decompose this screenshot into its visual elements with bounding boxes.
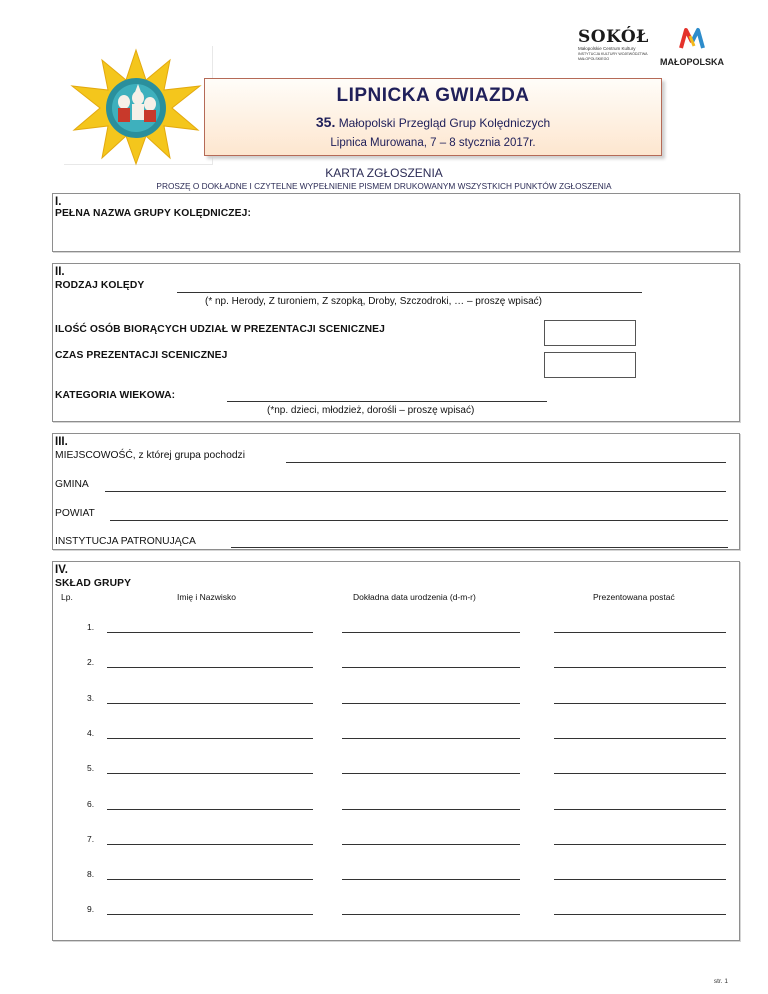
member-name-field[interactable] [107,773,313,774]
column-header-lp: Lp. [61,592,73,602]
page-number: str. 1 [713,978,728,985]
section-number: I. [55,196,62,208]
edition-number: 35. [315,114,336,130]
group-members-label: SKŁAD GRUPY [55,578,132,589]
member-name-field[interactable] [107,809,313,810]
member-birthdate-field[interactable] [342,738,520,739]
member-name-field[interactable] [107,738,313,739]
age-category-hint: (*np. dzieci, młodzież, dorośli – proszę wpisać) [267,405,475,416]
malopolska-logo [652,26,732,66]
presentation-time-field[interactable] [544,352,636,378]
member-role-field[interactable] [554,773,726,774]
form-heading: KARTA ZGŁOSZENIA [325,166,443,180]
section-origin [52,433,740,550]
group-name-label: PEŁNA NAZWA GRUPY KOLĘDNICZEJ: [55,208,251,219]
member-row-number: 5. [87,763,95,774]
carol-type-label: RODZAJ KOLĘDY [55,280,145,291]
member-name-field[interactable] [107,632,313,633]
age-category-label: KATEGORIA WIEKOWA: [55,390,176,401]
commune-label: GMINA [55,479,89,490]
member-birthdate-field[interactable] [342,773,520,774]
member-name-field[interactable] [107,703,313,704]
member-row-number: 9. [87,904,95,915]
member-row-number: 7. [87,833,95,844]
member-role-field[interactable] [554,879,726,880]
malopolska-wordmark: MAŁOPOLSKA [660,57,724,67]
carol-type-hint: (* np. Herody, Z turoniem, Z szopką, Droby, Szczodroki, … – proszę wpisać) [205,296,542,307]
sokol-logo [578,28,650,66]
member-birthdate-field[interactable] [342,879,520,880]
presentation-time-label: CZAS PREZENTACJI SCENICZNEJ [55,350,228,361]
member-role-field[interactable] [554,632,726,633]
member-role-field[interactable] [554,844,726,845]
section-number: II. [55,266,65,278]
sokol-caption-2: INSTYTUCJA KULTURY WOJEWÓDZTWA MAŁOPOLSKIEGO [578,52,648,61]
county-label: POWIAT [55,508,95,519]
member-row-number: 2. [87,657,95,668]
sokol-caption: Małopolskie Centrum Kultury [578,46,636,51]
participants-count-label: ILOŚĆ OSÓB BIORĄCYCH UDZIAŁ W PREZENTACJI SCENICZNEJ [55,324,385,335]
section-number: III. [55,436,68,448]
member-role-field[interactable] [554,914,726,915]
form-instruction: PROSZĘ O DOKŁADNE I CZYTELNE WYPEŁNIENIE PISMEM DRUKOWANYM WSZYSTKICH PUNKTÓW ZGŁOSZENIA [156,181,612,191]
town-field[interactable] [286,462,726,463]
member-row-number: 1. [87,622,95,632]
town-label: MIEJSCOWOŚĆ, z której grupa pochodzi [55,450,245,461]
member-name-field[interactable] [107,914,313,915]
member-role-field[interactable] [554,667,726,668]
member-row-number: 8. [87,869,95,880]
county-field[interactable] [110,520,728,521]
section-group-members [52,561,740,941]
commune-field[interactable] [105,491,726,492]
column-header-name: Imię i Nazwisko [177,592,237,602]
section-carol-details [52,263,740,422]
lipnicka-gwiazda-star-logo [66,46,206,166]
event-date-place: Lipnica Murowana, 7 – 8 stycznia 2017r. [330,137,536,149]
event-subtitle [205,114,661,130]
member-birthdate-field[interactable] [342,914,520,915]
member-name-field[interactable] [107,879,313,880]
carol-type-field[interactable] [177,292,642,293]
member-birthdate-field[interactable] [342,703,520,704]
member-row-number: 3. [87,692,95,703]
member-role-field[interactable] [554,703,726,704]
column-header-role: Prezentowana postać [593,592,675,602]
age-category-field[interactable] [227,401,547,402]
title-box [204,78,662,156]
member-row-number: 6. [87,798,95,809]
member-birthdate-field[interactable] [342,667,520,668]
section-group-name [52,193,740,252]
member-role-field[interactable] [554,809,726,810]
member-row-number: 4. [87,727,95,738]
event-title: LIPNICKA GWIAZDA [336,85,530,106]
member-name-field[interactable] [107,844,313,845]
event-subtitle-text: Małopolski Przegląd Grup Kolędniczych [338,116,551,130]
section-number: IV. [55,564,69,576]
member-role-field[interactable] [554,738,726,739]
member-name-field[interactable] [107,667,313,668]
column-header-birthdate: Dokładna data urodzenia (d-m-r) [353,592,476,602]
member-birthdate-field[interactable] [342,809,520,810]
participants-count-field[interactable] [544,320,636,346]
member-birthdate-field[interactable] [342,844,520,845]
member-birthdate-field[interactable] [342,632,520,633]
malopolska-m-icon [677,26,707,50]
patron-institution-label: INSTYTUCJA PATRONUJĄCA [55,536,196,547]
patron-institution-field[interactable] [231,547,728,548]
sokol-wordmark: SOKÓŁ [578,27,649,47]
